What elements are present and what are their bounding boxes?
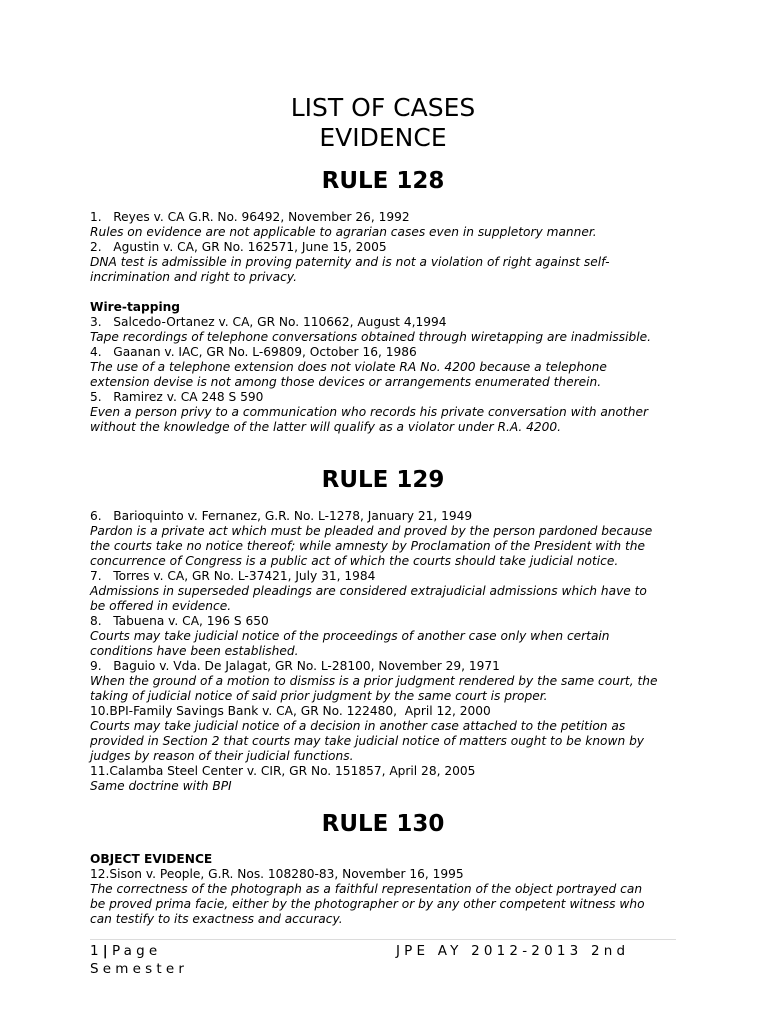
case-citation: 4. Gaanan v. IAC, GR No. L-69809, October 16, 1986 xyxy=(90,345,417,359)
case-holding: The use of a telephone extension does not violate RA No. 4200 because a telephone xyxy=(90,360,607,374)
section-subheading: Wire-tapping xyxy=(90,300,181,314)
rule-128-heading: RULE 128 xyxy=(321,168,445,194)
document-subtitle: EVIDENCE xyxy=(319,123,447,152)
case-holding: extension devise is not among those devices or arrangements enumerated therein. xyxy=(90,375,602,389)
case-holding: judges by reason of their judicial functions. xyxy=(90,749,354,763)
case-holding: DNA test is admissible in proving paternity and is not a violation of right against self- xyxy=(90,255,610,269)
case-holding: The correctness of the photograph as a faithful representation of the object portrayed can xyxy=(90,882,643,896)
rule-130-heading: RULE 130 xyxy=(321,811,445,837)
case-holding: Same doctrine with BPI xyxy=(90,779,232,793)
case-holding: Admissions in superseded pleadings are considered extrajudicial admissions which have to xyxy=(90,584,647,598)
case-citation: 6. Barioquinto v. Fernanez, G.R. No. L-1278, January 21, 1949 xyxy=(90,509,473,523)
case-holding: can testify to its exactness and accuracy. xyxy=(90,912,343,926)
page-number: 1 xyxy=(90,943,103,959)
case-holding: be proved prima facie, either by the photographer or by any other competent witness who xyxy=(90,897,645,911)
case-citation: 8. Tabuena v. CA, 196 S 650 xyxy=(90,614,269,628)
case-holding: incrimination and right to privacy. xyxy=(90,270,297,284)
case-holding: provided in Section 2 that courts may take judicial notice of matters ought to be known by xyxy=(90,734,645,748)
page-footer xyxy=(90,942,690,978)
footer-semester: Semester xyxy=(90,961,189,977)
case-holding: conditions have been established. xyxy=(90,644,299,658)
rule-128-cases xyxy=(90,210,676,435)
footer-divider xyxy=(90,939,676,940)
document-title: LIST OF CASES xyxy=(290,93,476,122)
case-citation: 7. Torres v. CA, GR No. L-37421, July 31, 1984 xyxy=(90,569,376,583)
case-holding: without the knowledge of the latter will qualify as a violator under R.A. 4200. xyxy=(90,420,562,434)
case-holding: When the ground of a motion to dismiss is a prior judgment rendered by the same court, the xyxy=(90,674,658,688)
case-citation: 10.BPI-Family Savings Bank v. CA, GR No. 122480, April 12, 2000 xyxy=(90,704,491,718)
page-label: Page xyxy=(111,943,162,959)
case-holding: Courts may take judicial notice of the proceedings of another case only when certain xyxy=(90,629,610,643)
case-holding: Pardon is a private act which must be pleaded and proved by the person pardoned because xyxy=(90,524,653,538)
rule-130-cases xyxy=(90,852,676,927)
case-citation: 5. Ramirez v. CA 248 S 590 xyxy=(90,390,264,404)
case-citation: 2. Agustin v. CA, GR No. 162571, June 15, 2005 xyxy=(90,240,387,254)
case-citation: 1. Reyes v. CA G.R. No. 96492, November 26, 1992 xyxy=(90,210,410,224)
section-subheading: OBJECT EVIDENCE xyxy=(90,852,213,866)
rule-129-cases xyxy=(90,509,676,794)
case-holding: the courts take no notice thereof; while amnesty by Proclamation of the President with the xyxy=(90,539,645,553)
case-holding: concurrence of Congress is a public act of which the courts should take judicial notice. xyxy=(90,554,619,568)
case-citation: 11.Calamba Steel Center v. CIR, GR No. 151857, April 28, 2005 xyxy=(90,764,476,778)
case-holding: taking of judicial notice of said prior judgment by the same court is proper. xyxy=(90,689,548,703)
case-holding: Courts may take judicial notice of a decision in another case attached to the petition as xyxy=(90,719,626,733)
case-holding: Tape recordings of telephone conversations obtained through wiretapping are inadmissible. xyxy=(90,330,652,344)
footer-separator: | xyxy=(102,943,112,959)
case-citation: 12.Sison v. People, G.R. Nos. 108280-83, November 16, 1995 xyxy=(90,867,464,881)
case-holding: Rules on evidence are not applicable to agrarian cases even in suppletory manner. xyxy=(90,225,597,239)
case-citation: 3. Salcedo-Ortanez v. CA, GR No. 110662, August 4,1994 xyxy=(90,315,447,329)
case-holding: Even a person privy to a communication who records his private conversation with another xyxy=(90,405,649,419)
rule-129-heading: RULE 129 xyxy=(321,467,445,493)
case-holding: be offered in evidence. xyxy=(90,599,232,613)
footer-course-info: JPE AY 2012-2013 2nd xyxy=(396,943,630,959)
case-citation: 9. Baguio v. Vda. De Jalagat, GR No. L-28100, November 29, 1971 xyxy=(90,659,500,673)
